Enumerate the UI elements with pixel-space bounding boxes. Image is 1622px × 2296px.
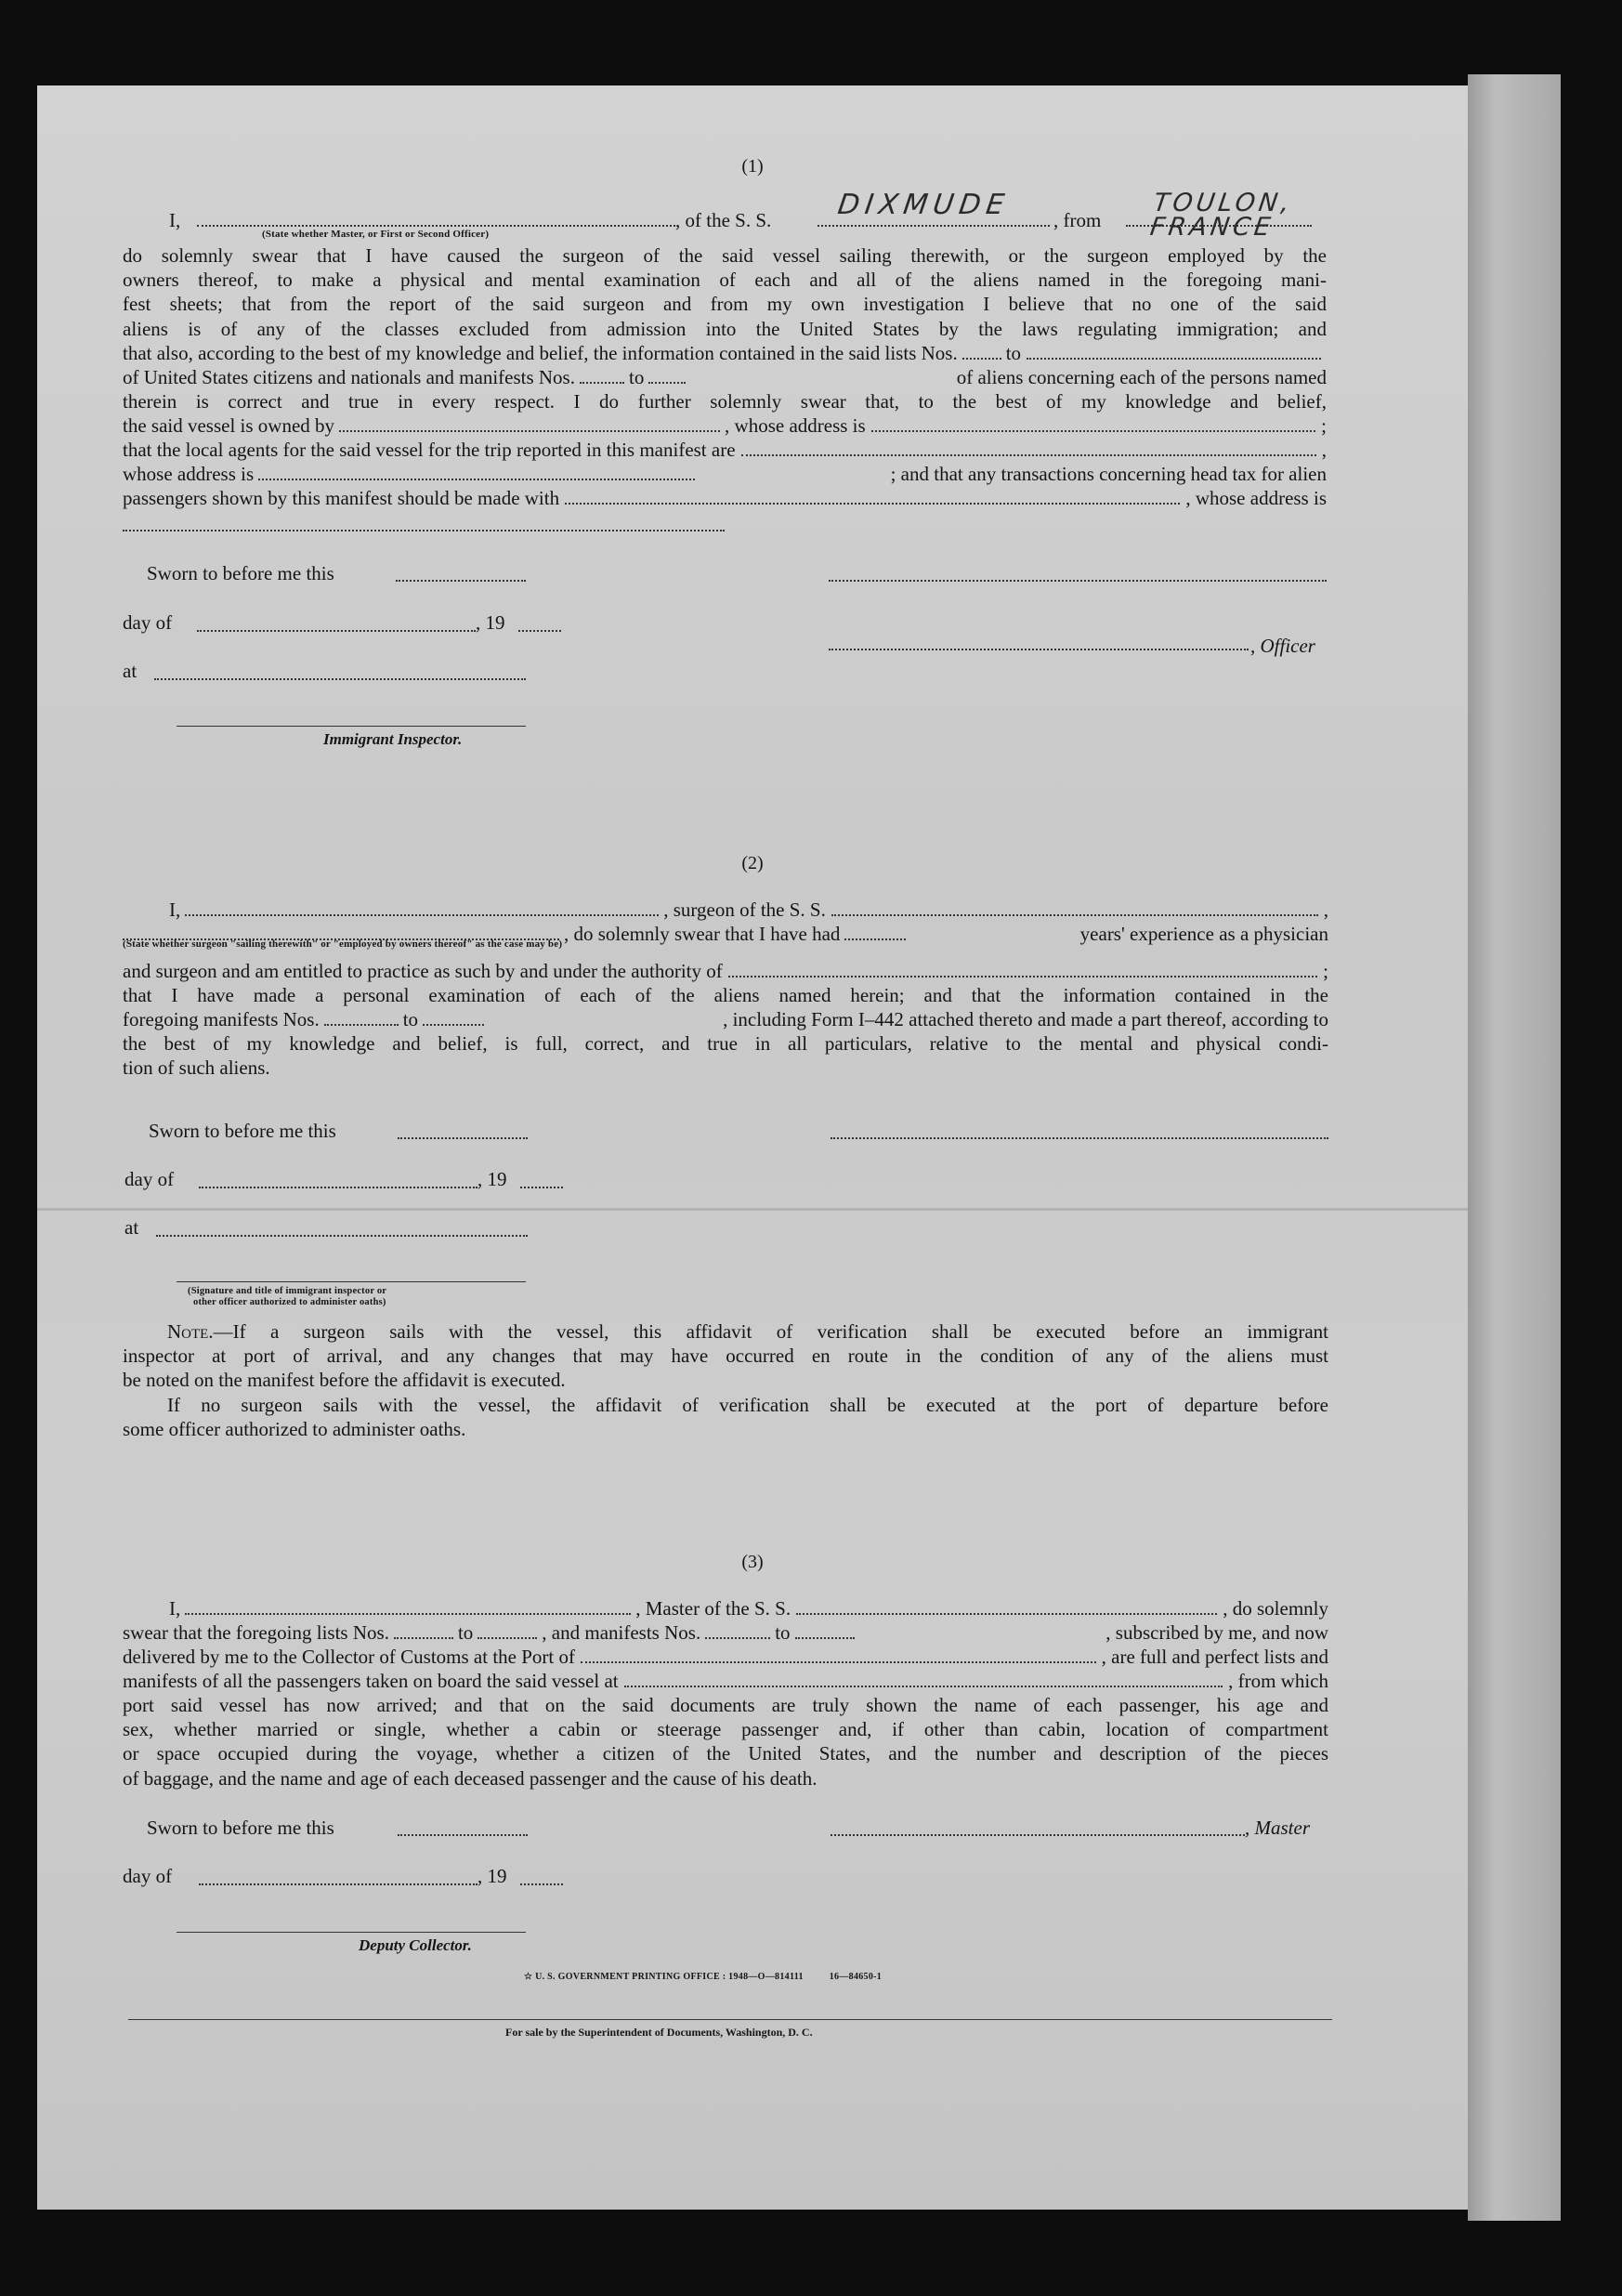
section-1-head-tax-with-label: passengers shown by this manifest should be made with: [123, 487, 560, 510]
fold-crease: [37, 1208, 1468, 1211]
section-1-agent-address-line: [123, 462, 1327, 486]
section-2-note: [123, 1319, 1328, 1441]
section-1-to-label: to: [1005, 341, 1022, 364]
section-1-at-label: at: [123, 660, 137, 682]
section-1-at-field: [154, 673, 526, 680]
section-3-full-lists-label: , are full and perfect lists and: [1101, 1646, 1328, 1668]
section-3-text-line: port said vessel has now arrived; and that on the said documents are truly shown the name of each passenger, his age and: [123, 1694, 1328, 1716]
section-1-year-field: [518, 624, 561, 632]
section-1-officer-name-field: [197, 214, 675, 227]
section-2-text-line: the best of my knowledge and belief, is full, correct, and true in all particulars, relative to the mental and physical condi-: [123, 1032, 1328, 1056]
section-2-manifest-to-field: [423, 1011, 484, 1026]
section-1-owner-address-field: [871, 417, 1315, 432]
section-2-manifest-from-field: [324, 1011, 399, 1026]
section-1-agent-address-label: whose address is: [123, 463, 255, 486]
section-1-owner-line: [123, 413, 1327, 438]
section-3-lists-label: swear that the foregoing lists Nos.: [123, 1621, 389, 1644]
section-1-list-from-field: [962, 345, 1001, 360]
section-1-agent-address-field: [258, 466, 695, 480]
section-1-from-label: , from: [1053, 209, 1102, 231]
section-2-surgeon-name-field: [185, 901, 659, 916]
section-1-sworn-field: [396, 574, 526, 582]
section-1-list-to-field: [1027, 345, 1321, 360]
section-1-head-tax-line: [123, 486, 1327, 510]
section-3-deputy-line: [177, 1931, 526, 1933]
section-3-solemnly-label: , do solemnly: [1223, 1597, 1328, 1620]
section-3-master-of-ss-label: , Master of the S. S.: [635, 1597, 791, 1620]
section-2-to-label: to: [402, 1008, 419, 1031]
section-1-owner-label: the said vessel is owned by: [123, 414, 335, 438]
section-3-day-field: [199, 1878, 477, 1885]
section-1-head-tax-address-field: [123, 524, 725, 531]
section-1-day-label: day of: [123, 611, 173, 634]
section-1-manifest-from-field: [580, 369, 624, 384]
section-3-port-field: [581, 1648, 1096, 1663]
section-1-aliens-label: of aliens concerning each of the persons named: [956, 365, 1327, 388]
section-3-number: (3): [741, 1552, 764, 1572]
section-3-sworn-label: Sworn to before me this: [147, 1817, 334, 1839]
section-1-of-ss-label: , of the S. S.: [675, 209, 772, 231]
form-page: [37, 85, 1468, 2210]
section-1-inspector-line: [177, 725, 526, 727]
section-3-year-label: , 19: [477, 1865, 507, 1887]
section-1-lists-line: [123, 341, 1327, 365]
section-3-day-label: day of: [123, 1865, 173, 1887]
footer-rule: [128, 2018, 1332, 2020]
section-2-text-line: that I have made a personal examination of each of the aliens named herein; and that the information contained in the: [123, 984, 1328, 1006]
sale-notice: For sale by the Superintendent of Documents, Washington, D. C.: [505, 2026, 813, 2039]
section-3-sworn-field: [398, 1829, 528, 1836]
section-1-sworn-label: Sworn to before me this: [147, 562, 334, 584]
section-2-surgeon-line: [123, 898, 1328, 922]
section-2-number: (2): [741, 853, 764, 873]
section-2-note-line: some officer authorized to administer oaths.: [123, 1417, 466, 1440]
section-1-number: (1): [741, 156, 764, 177]
section-1-owner-address-label: , whose address is: [725, 414, 866, 438]
section-2-manifests-label: foregoing manifests Nos.: [123, 1008, 320, 1031]
section-1-head-tax-address-label: , whose address is: [1185, 487, 1327, 510]
section-3-to-label: to: [457, 1621, 474, 1644]
section-2-status-caption: (State whether surgeon "sailing therewith" or "employed by owners thereof" as the case may be): [123, 938, 563, 950]
section-2-form-label: , including Form I–442 attached thereto and made a part thereof, according to: [723, 1008, 1328, 1031]
section-1-text-line: therein is correct and true in every respect. I do further solemnly swear that, to the best of my knowledge and belief,: [123, 389, 1327, 413]
section-3-port-line: [123, 1645, 1328, 1669]
section-1-text-line: fest sheets; that from the report of the said surgeon and from my own investigation I believe that no one of the said: [123, 293, 1327, 316]
section-1-to-label: to: [628, 365, 645, 388]
section-2-surgeon-of-ss-label: , surgeon of the S. S.: [663, 899, 826, 921]
section-1-vessel-name: DIXMUDE: [835, 189, 1012, 221]
section-2-day-field: [199, 1181, 477, 1188]
section-3-boarding-label: manifests of all the passengers taken on board the said vessel at: [123, 1670, 619, 1692]
section-2-manifests-line: [123, 1007, 1328, 1031]
section-2-authority-field: [728, 963, 1317, 977]
section-2-signature-caption-2: other officer authorized to administer oaths): [193, 1297, 386, 1307]
section-1-officer-label: , Officer: [1250, 635, 1315, 657]
section-2-note-line: If no surgeon sails with the vessel, the affidavit of verification shall be executed at the port of departure before: [167, 1393, 1328, 1416]
section-2-years-label: years' experience as a physician: [1079, 923, 1328, 945]
section-3-body: [123, 1596, 1328, 1791]
section-3-manifest-from-field: [705, 1624, 770, 1639]
section-2-sworn-label: Sworn to before me this: [149, 1120, 336, 1142]
section-2-surgeon-signature-field: [831, 1132, 1328, 1139]
section-1-year-label: , 19: [476, 611, 505, 634]
section-3-list-to-field: [477, 1624, 537, 1639]
section-1-officer-signature-field: [829, 574, 1327, 582]
section-3-text-line: or space occupied during the voyage, whether a citizen of the United States, and the number and description of the pieces: [123, 1742, 1328, 1765]
scan-margin-strip: [1468, 74, 1561, 2221]
section-3-deputy-label: Deputy Collector.: [359, 1936, 472, 1954]
section-2-vessel-field: [831, 901, 1318, 916]
section-3-text-line: of baggage, and the name and age of each deceased passenger and the cause of his death.: [123, 1766, 818, 1790]
section-1-i: I,: [169, 209, 181, 231]
section-2-note-label: Note.: [167, 1320, 214, 1343]
section-2-note-line: [123, 1319, 1328, 1344]
section-1-officer-caption: (State whether Master, or First or Second Officer): [262, 229, 490, 240]
section-1-text-line: owners thereof, to make a physical and mental examination of each and all of the aliens named in the foregoing mani-: [123, 269, 1327, 292]
section-2-at-label: at: [124, 1216, 139, 1239]
section-2-years-field: [844, 925, 906, 940]
section-3-master-signature-field: [831, 1829, 1245, 1836]
section-2-semicolon: ;: [1323, 960, 1328, 982]
section-1-comma: ,: [1321, 439, 1327, 462]
section-3-from-which-label: , from which: [1228, 1670, 1328, 1692]
section-3-i: I,: [169, 1597, 181, 1620]
section-3-text-line: sex, whether married or single, whether a cabin or steerage passenger and, if other than cabin, location of compartment: [123, 1718, 1328, 1741]
section-1-body: [123, 243, 1327, 510]
section-2-year-label: , 19: [477, 1168, 507, 1190]
gpo-imprint: ☆ U. S. GOVERNMENT PRINTING OFFICE : 1948—O—814111 16—84650-1: [524, 1972, 883, 1982]
section-3-list-from-field: [394, 1624, 453, 1639]
section-1-head-tax-label: ; and that any transactions concerning head tax for alien: [890, 463, 1327, 486]
section-2-year-field: [520, 1181, 563, 1188]
section-1-day-field: [197, 624, 476, 632]
section-2-authority-label: and surgeon and am entitled to practice as such by and under the authority of: [123, 960, 723, 982]
section-3-lists-line: [123, 1620, 1328, 1645]
section-3-boarding-port-field: [624, 1673, 1223, 1687]
section-2-inspector-line: [177, 1280, 526, 1282]
section-2-sworn-field: [398, 1132, 528, 1139]
section-3-boarding-line: [123, 1669, 1328, 1693]
section-3-master-label: , Master: [1245, 1817, 1310, 1839]
section-3-to-label: to: [775, 1621, 791, 1644]
section-1-owner-field: [339, 417, 720, 432]
section-3-subscribed-label: , subscribed by me, and now: [1105, 1621, 1328, 1644]
section-2-body-cont: [123, 959, 1328, 1081]
section-2-text-line: tion of such aliens.: [123, 1056, 270, 1080]
section-1-text-line: do solemnly swear that I have caused the surgeon of the said vessel sailing therewith, or the surgeon employed by the: [123, 244, 1327, 267]
section-3-manifests-label: , and manifests Nos.: [542, 1621, 701, 1644]
section-1-manifests-line: [123, 365, 1327, 389]
section-3-collector-label: delivered by me to the Collector of Customs at the Port of: [123, 1646, 575, 1668]
section-1-manifest-to-field: [648, 369, 686, 384]
section-2-note-line: be noted on the manifest before the affidavit is executed.: [123, 1369, 566, 1392]
section-2-i: I,: [169, 899, 181, 921]
section-3-vessel-field: [796, 1600, 1217, 1615]
section-1-agents-label: that the local agents for the said vessel for the trip reported in this manifest are: [123, 439, 736, 462]
section-3-year-field: [520, 1878, 563, 1885]
section-1-lists-label: that also, according to the best of my knowledge and belief, the information contained in the said lists Nos.: [123, 341, 958, 364]
section-2-swear-label: , do solemnly swear that I have had: [564, 923, 841, 945]
section-3-manifest-to-field: [795, 1624, 855, 1639]
section-1-officer-title-field: [829, 643, 1249, 650]
section-2-signature-caption-1: (Signature and title of immigrant inspector or: [188, 1286, 387, 1296]
section-1-manifests-label: of United States citizens and nationals and manifests Nos.: [123, 365, 575, 388]
section-2-note-line: inspector at port of arrival, and any changes that may have occurred en route in the condition of any of the aliens must: [123, 1345, 1328, 1368]
section-1-agents-field: [741, 441, 1316, 456]
section-1-agents-line: [123, 438, 1327, 462]
section-2-comma: ,: [1323, 899, 1328, 921]
section-1-text-line: aliens is of any of the classes excluded from admission into the United States by the laws regulating immigration; and: [123, 317, 1327, 340]
section-3-master-name-field: [185, 1600, 631, 1615]
section-1-semicolon: ;: [1321, 414, 1327, 438]
section-2-at-field: [156, 1229, 528, 1237]
section-2-authority-line: [123, 959, 1328, 983]
section-2-day-label: day of: [124, 1168, 175, 1190]
section-3-master-line: [123, 1596, 1328, 1620]
section-1-departure-port: TOULON, FRANCE: [1148, 189, 1295, 243]
section-1-head-tax-field: [565, 490, 1180, 505]
section-2-note-text: —If a surgeon sails with the vessel, this affidavit of verification shall be executed before an immigrant: [213, 1320, 1328, 1343]
section-1-inspector-label: Immigrant Inspector.: [323, 730, 463, 748]
